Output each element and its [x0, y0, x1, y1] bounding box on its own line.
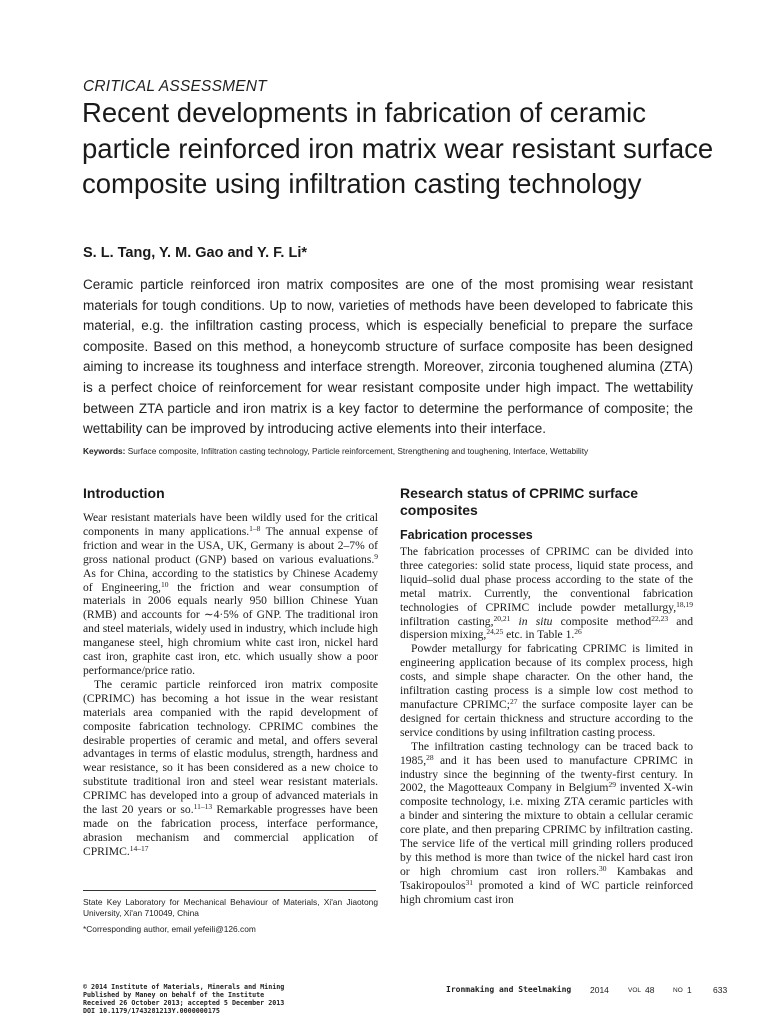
corresponding-author: *Corresponding author, email yefeili@126.com — [83, 924, 256, 934]
citation-ref: 18,19 — [676, 599, 693, 609]
introduction-paragraph-1: Wear resistant materials have been wildly used for the critical components in many applications.$^{1-8}$ The annual expense of friction and wear in the USA, UK, Germany is about 2–7% of gross national product (GNP) based on various evaluations.$^9$ As for China, according to the statistics by Chinese Academy of Engineering,$^{10}$ the friction and wear consumption of materials in 2006 equals nearly 950 billion Chinese Yuan (RMB) and accounts for ∼4·5% of GNP. The traditional iron and steel materials, widely used in industry, which include high manganese steel, high chromium white cast iron, nickel hard cast iron, graphite cast iron, etc. which usually show a poor performance/price ratio. — [83, 511, 378, 677]
citation-ref: 30 — [599, 863, 607, 873]
footer-vol-label: VOL — [628, 987, 642, 994]
footer-year: 2014 — [590, 985, 609, 995]
footer-doi: DOI 10.1179/1743281213Y.0000000175 — [83, 1007, 220, 1016]
right-column — [400, 485, 693, 907]
footer-page-number: 633 — [713, 985, 728, 995]
citation-ref: 28 — [426, 752, 434, 762]
citation-ref: 9 — [374, 551, 378, 561]
research-paragraph-3: The infiltration casting technology can be traced back to 1985,28 and it has been used to manufacture CPRIMC in industry since the beginning of the twenty-first century. In 2002, the Magotteaux Company in Belgium$^{29}$ invented X-win composite technology, i.e. mixing ZTA ceramic particles with a binder and sintering the mixture to obtain a cellular ceramic core plate, and then preparing CPRIMC by infiltration casting. The service life of the vertical mill grinding rollers produced by this method is more than twice of the nickel hard cast iron or high chromium cast iron rollers.$^{30}$ Kambakas and Tsakiropoulos$^{31}$ promoted a kind of WC particle reinforced high chromium cast iron — [400, 739, 694, 906]
keywords-text: Surface composite, Infiltration casting technology, Particle reinforcement, Strengthening and toughening, Interface, Wettability — [125, 446, 589, 456]
footer-received: Received 26 October 2013; accepted 5 December 2013 — [83, 999, 285, 1008]
introduction-body — [83, 511, 378, 859]
footnote-rule — [83, 890, 376, 891]
italic-text: in situ — [518, 614, 553, 628]
left-column — [83, 485, 378, 859]
footer-volume: 48 — [645, 985, 655, 995]
article-title: Recent developments in fabrication of ceramic particle reinforced iron matrix wear resistant surface composite using infiltration casting technology — [82, 97, 714, 199]
authors: S. L. Tang, Y. M. Gao and Y. F. Li* — [83, 245, 307, 261]
affiliation: State Key Laboratory for Mechanical Behaviour of Materials, Xi'an Jiaotong University, Xi'an 710049, China — [83, 897, 378, 918]
footer-no-label: NO — [673, 987, 683, 994]
citation-ref: 29 — [608, 780, 616, 790]
research-heading: Research status of CPRIMC surface composites — [400, 485, 639, 518]
citation-ref: 1–8 — [249, 523, 261, 533]
research-paragraph-1: The fabrication processes of CPRIMC can be divided into three categories: solid state process, liquid state process, and liquid–solid dual phase process according to the state of the metal matrix. Currently, the conventional fabrication technologies of CPRIMC include powder metallurgy,$^{18,19}$ infiltration casting,$^{20,21}$ in situ composite method$^{22,23}$ and dispersion mixing,$^{24,25}$ etc. in Table 1.26 — [400, 545, 693, 642]
section-label: CRITICAL ASSESSMENT — [83, 78, 267, 95]
research-body — [400, 545, 693, 907]
introduction-paragraph-2: The ceramic particle reinforced iron matrix composite (CPRIMC) has becoming a hot issue in the wear resistant materials area companied with the rapid development of composite fabrication technology. CPRIMC combines the desirable properties of ceramic and metal, and offers several advantages in terms of elastic modulus, strength, hardness and wear resistance, so it has been considered as a new choice to substitute traditional iron and steel wear resistant materials. CPRIMC has developed into a group of advanced materials in the last 20 years or so.$^{11-13}$ Remarkable progresses have been made on the fabrication process, interface performance, abrasion mechanism and commercial application of CPRIMC.$^{14-17}$ — [83, 677, 378, 858]
citation-ref: 20,21 — [493, 613, 511, 623]
footer-issue: 1 — [687, 985, 692, 995]
citation-ref: 11–13 — [193, 802, 213, 812]
abstract: Ceramic particle reinforced iron matrix composites are one of the most promising wear resistant materials for tough conditions. Up to now, varieties of methods have been developed to fabricate this material, e.g. the infiltration casting process, which is especially beneficial to prepare the surface composite. Based on this method, a honeycomb structure of surface composite has been designed aiming to increase its toughness and interface strength. Moreover, zirconia toughened alumina (ZTA) is a perfect choice of reinforcement for wear resistant composite under high impact. The wettability between ZTA particle and iron matrix is a key factor to determine the performance of composite; the wettability can be improved by introducing active elements into their interface. — [83, 277, 693, 437]
footer-journal: Ironmaking and Steelmaking — [446, 985, 572, 994]
citation-ref: 27 — [509, 696, 518, 706]
citation-ref: 22,23 — [651, 613, 669, 623]
introduction-heading: Introduction — [83, 485, 165, 501]
keywords — [83, 446, 693, 457]
keywords-label: Keywords: — [83, 446, 126, 456]
citation-ref: 10 — [160, 579, 169, 589]
citation-ref: 14–17 — [129, 843, 149, 853]
footer-publication-info — [83, 983, 284, 1015]
research-paragraph-2: Powder metallurgy for fabricating CPRIMC is limited in engineering application because of its complex process, high costs, and simple shape character. On the other hand, the infiltration casting process is a simple low cost method to manufacture CPRIMC;$^{27}$ the surface composite layer can be designed for certain thickness and structure according to the service conditions by using infiltration casting process. — [400, 642, 693, 739]
footer-copyright: © 2014 Institute of Materials, Minerals and Mining — [83, 983, 285, 991]
citation-ref: 26 — [574, 627, 582, 637]
fabrication-subheading: Fabrication processes — [400, 528, 533, 542]
citation-ref: 24,25 — [486, 627, 504, 637]
footer-published: Published by Maney on behalf of the Institute — [83, 991, 265, 1000]
citation-ref: 31 — [465, 877, 474, 887]
